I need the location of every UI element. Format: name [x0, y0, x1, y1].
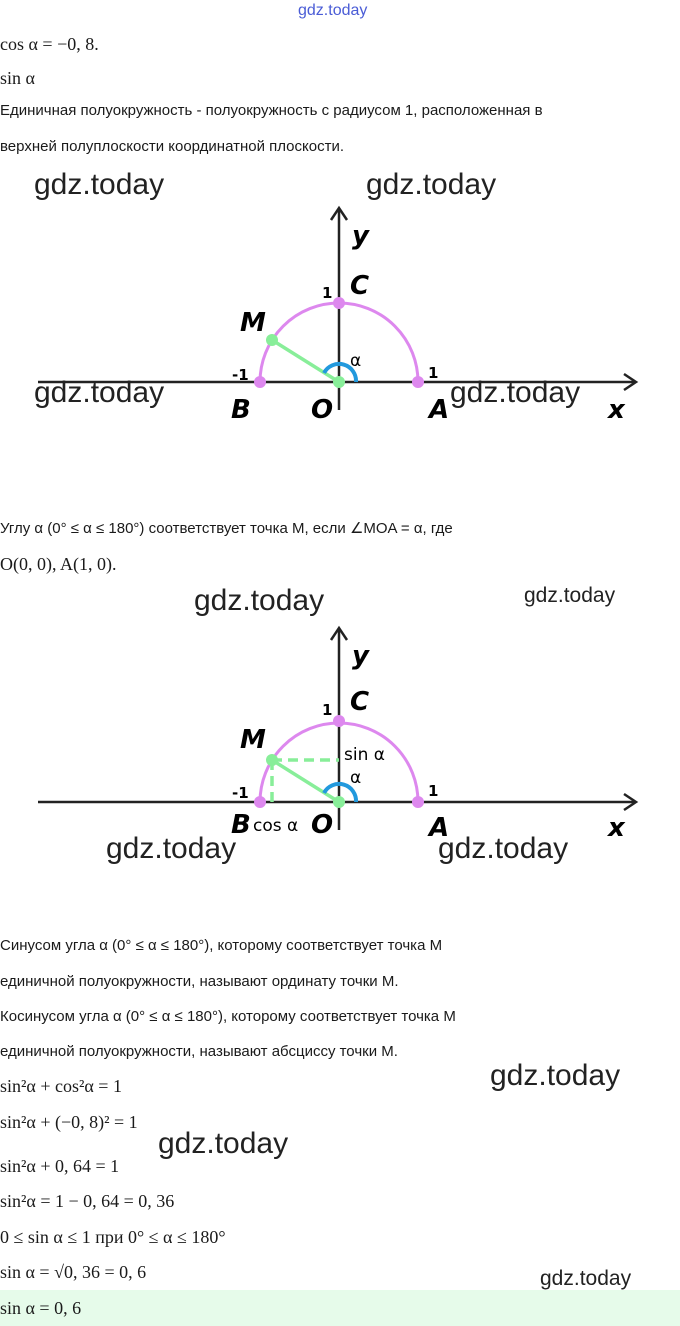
definition-line-2: верхней полуплоскости координатной плоскости. — [0, 138, 345, 155]
label-tick-1-y: 1 — [322, 701, 333, 719]
radius-om — [272, 760, 339, 802]
label-y: y — [352, 641, 369, 671]
label-tick-1: 1 — [428, 782, 439, 800]
cos-def-line-2: единичной полуокружности, называют абсциссу точки M. — [0, 1043, 398, 1060]
angle-line-2: O(0, 0), A(1, 0). — [0, 554, 117, 574]
label-tick-1: 1 — [428, 364, 439, 382]
watermark: gdz.today — [450, 376, 581, 409]
point-o-dot — [333, 376, 345, 388]
label-o: O — [311, 395, 334, 425]
angle-line-1: Углу α (0° ≤ α ≤ 180°) соответствует точка M, если ∠MOA = α, где — [0, 520, 453, 537]
label-x: x — [608, 813, 625, 843]
point-a-dot — [412, 376, 424, 388]
point-o-dot — [333, 796, 345, 808]
label-tick-1-y: 1 — [322, 284, 333, 302]
label-a: A — [429, 813, 450, 843]
equation-solve: sin²α = 1 − 0, 64 = 0, 36 — [0, 1191, 175, 1211]
equation-substitute: sin²α + (−0, 8)² = 1 — [0, 1112, 138, 1132]
equation-identity: sin²α + cos²α = 1 — [0, 1076, 122, 1096]
cos-def-line-1: Косинусом угла α (0° ≤ α ≤ 180°), которому соответствует точка M — [0, 1008, 456, 1025]
label-c: C — [350, 271, 370, 301]
label-alpha: α — [350, 351, 362, 371]
label-x: x — [608, 395, 625, 425]
sine-def-line-2: единичной полуокружности, называют ординату точки M. — [0, 973, 399, 990]
equation-range: 0 ≤ sin α ≤ 1 при 0° ≤ α ≤ 180° — [0, 1227, 226, 1247]
definition-line-1: Единичная полуокружность - полуокружность с радиусом 1, расположенная в — [0, 102, 543, 119]
watermark: gdz.today — [540, 1267, 632, 1290]
watermark: gdz.today — [490, 1059, 621, 1092]
point-c-dot — [333, 297, 345, 309]
label-m: M — [240, 308, 266, 338]
label-b: B — [231, 810, 251, 840]
watermark: gdz.today — [366, 168, 497, 201]
watermark: gdz.today — [524, 584, 616, 607]
label-sin: sin α — [344, 745, 385, 765]
label-y: y — [352, 221, 369, 251]
find-sin: sin α — [0, 68, 35, 88]
watermark: gdz.today — [34, 168, 165, 201]
watermark: gdz.today — [438, 832, 569, 865]
equation-square: sin²α + 0, 64 = 1 — [0, 1156, 120, 1176]
label-o: O — [311, 810, 334, 840]
sine-def-line-1: Синусом угла α (0° ≤ α ≤ 180°), которому соответствует точка M — [0, 937, 443, 954]
point-c-dot — [333, 715, 345, 727]
point-b-dot — [254, 796, 266, 808]
answer-highlight — [0, 1290, 680, 1326]
label-cos: cos α — [253, 816, 299, 836]
watermark: gdz.today — [106, 832, 237, 865]
label-m: M — [240, 725, 266, 755]
watermark: gdz.today — [34, 376, 165, 409]
radius-om — [272, 340, 339, 382]
watermark-top: gdz.today — [298, 2, 368, 19]
equation-root: sin α = √0, 36 = 0, 6 — [0, 1262, 147, 1282]
watermark: gdz.today — [158, 1127, 289, 1160]
label-b: B — [231, 395, 251, 425]
point-m-dot — [266, 754, 278, 766]
label-tick-minus-1: -1 — [232, 366, 249, 384]
sin-cos-diagram — [0, 580, 680, 870]
answer: sin α = 0, 6 — [0, 1298, 82, 1318]
label-a: A — [429, 395, 450, 425]
point-b-dot — [254, 376, 266, 388]
given-cos: cos α = −0, 8. — [0, 34, 99, 54]
label-tick-minus-1: -1 — [232, 784, 249, 802]
point-a-dot — [412, 796, 424, 808]
label-c: C — [350, 687, 370, 717]
point-m-dot — [266, 334, 278, 346]
watermark: gdz.today — [194, 584, 325, 617]
label-alpha: α — [350, 768, 362, 788]
